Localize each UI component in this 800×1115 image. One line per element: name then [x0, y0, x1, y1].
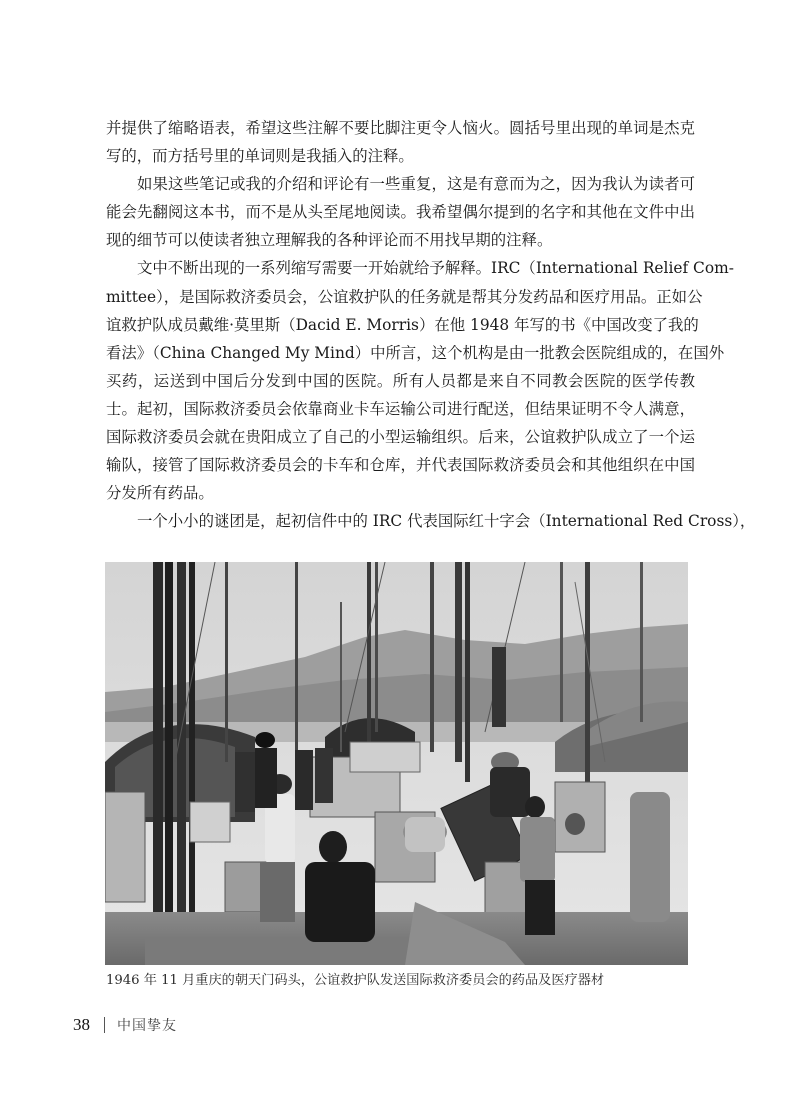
text-line: 士。起初，国际救济委员会依靠商业卡车运输公司进行配送，但结果证明不令人满意， — [106, 399, 695, 418]
photo-illustration — [105, 562, 688, 965]
figure-caption: 1946 年 11 月重庆的朝天门码头，公谊救护队发送国际救济委员会的药品及医疗器材 — [106, 973, 605, 988]
text-line: 一个小小的谜团是，起初信件中的 IRC 代表国际红十字会（International Red Cross）， — [137, 512, 756, 531]
text-line: 并提供了缩略语表，希望这些注解不要比脚注更令人恼火。圆括号里出现的单词是杰克 — [106, 119, 695, 137]
text-line: mittee），是国际救济委员会，公谊救护队的任务就是帮其分发药品和医疗用品。正如公 — [106, 287, 703, 306]
paragraph-1 — [106, 114, 695, 170]
running-title: 中国挚友 — [117, 1018, 177, 1034]
text-line: 如果这些笔记或我的介绍和评论有一些重复，这是有意而为之，因为我认为读者可 — [137, 175, 695, 194]
text-line: 写的，而方括号里的单词则是我插入的注释。 — [106, 147, 414, 166]
text-line: 买药，运送到中国后分发到中国的医院。所有人员都是来自不同教会医院的医学传教 — [106, 371, 695, 390]
paragraph-4 — [106, 507, 756, 535]
page-number: 38 — [73, 1015, 90, 1034]
text-line: 现的细节可以使读者独立理解我的各种评论而不用找早期的注释。 — [106, 231, 553, 250]
paragraph-3 — [106, 254, 734, 507]
paragraph-2 — [106, 170, 695, 254]
text-line: 文中不断出现的一系列缩写需要一开始就给予解释。IRC（International Relief Com- — [137, 259, 734, 278]
text-line: 分发所有药品。 — [106, 484, 214, 503]
text-line: 能会先翻阅这本书，而不是从头至尾地阅读。我希望偶尔提到的名字和其他在文件中出 — [106, 203, 695, 222]
text-line: 国际救济委员会就在贵阳成立了自己的小型运输组织。后来，公谊救护队成立了一个运 — [106, 428, 695, 447]
page-footer — [73, 1015, 177, 1035]
body-text — [106, 114, 756, 535]
text-line: 看法》（China Changed My Mind）中所言，这个机构是由一批教会医院组成的，在国外 — [106, 343, 725, 362]
text-line: 谊救护队成员戴维·莫里斯（Dacid E. Morris）在他 1948 年写的书《中国改变了我的 — [106, 315, 699, 334]
text-line: 输队，接管了国际救济委员会的卡车和仓库，并代表国际救济委员会和其他组织在中国 — [106, 456, 695, 475]
footer-divider — [104, 1017, 105, 1033]
dock-photograph — [105, 562, 688, 965]
